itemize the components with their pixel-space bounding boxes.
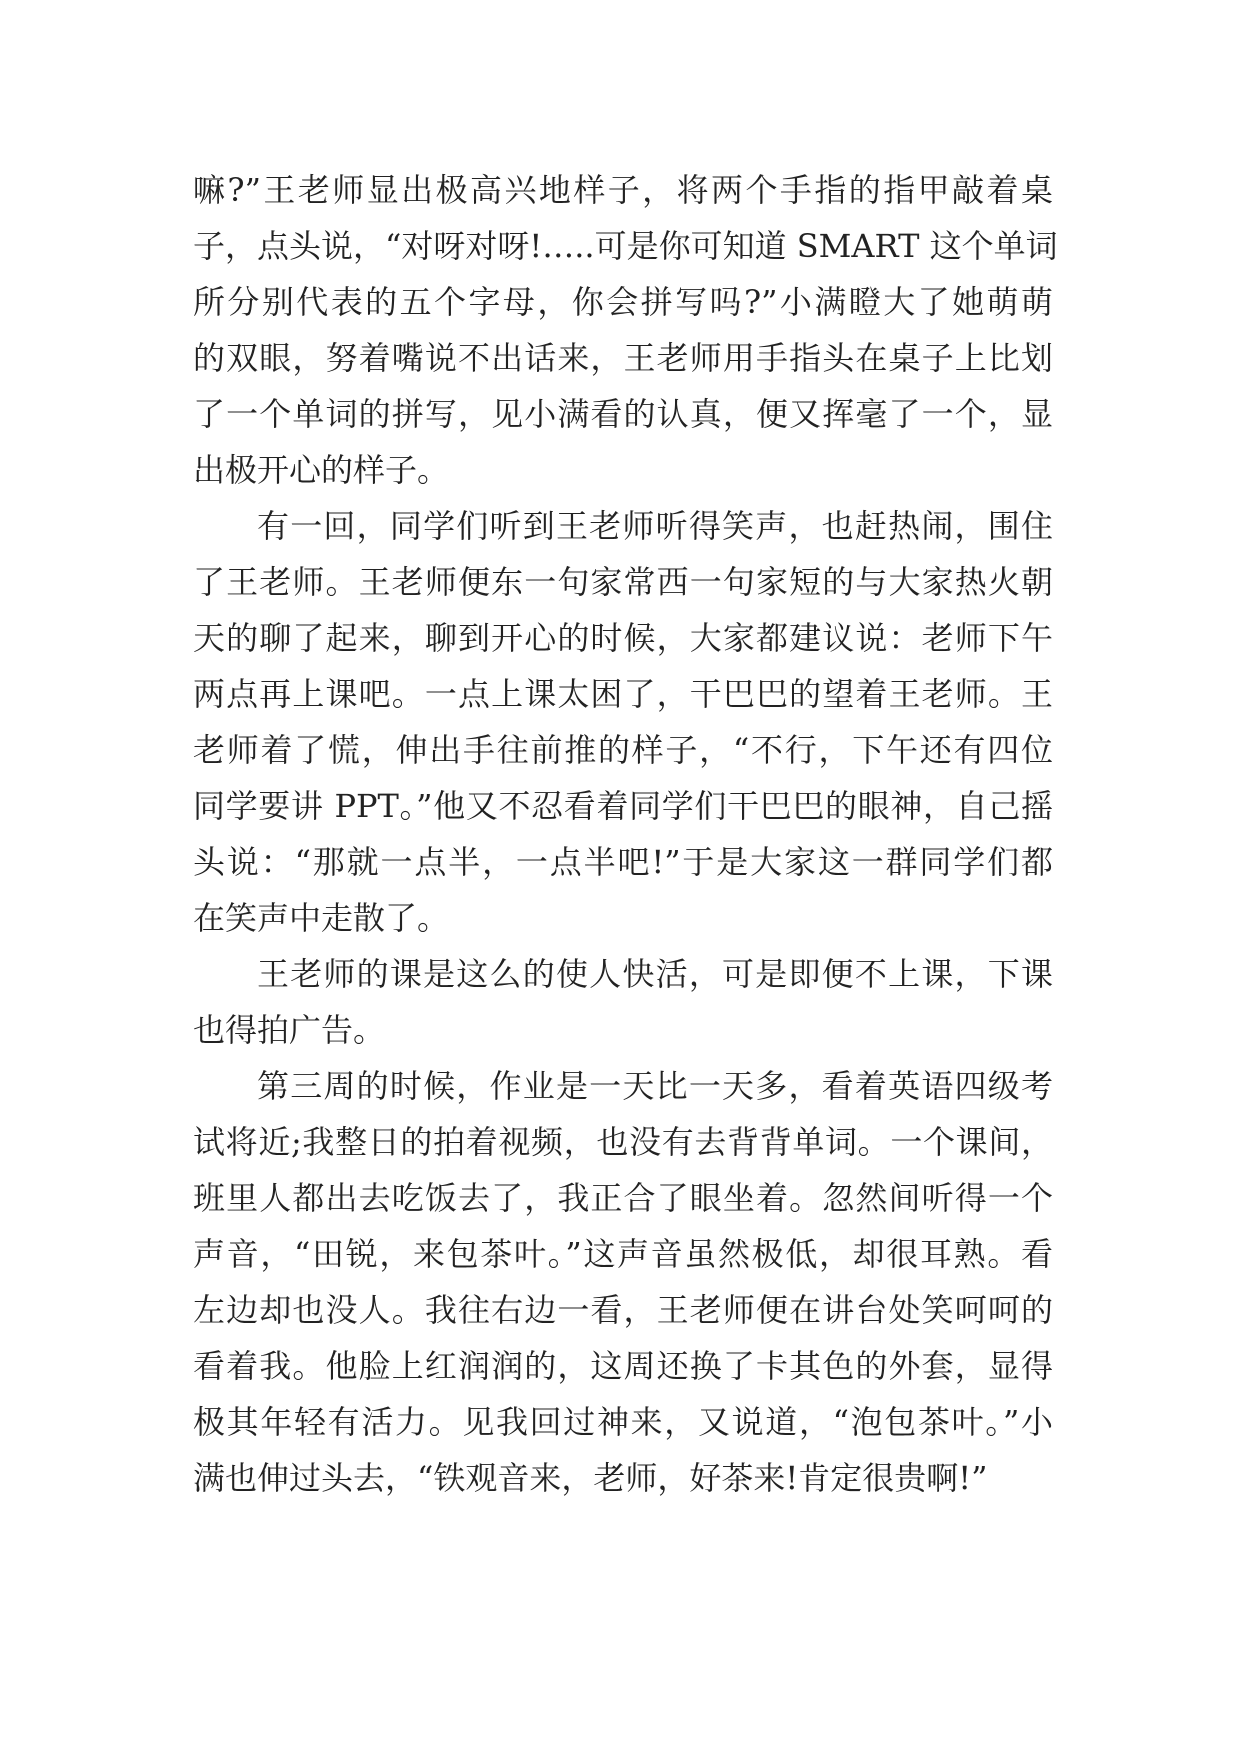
paragraph-1: [193, 162, 1058, 498]
text-line: 班里人都出去吃饭去了，我正合了眼坐着。忽然间听得一个: [193, 1179, 1053, 1217]
text-line: 出极开心的样子。: [193, 451, 450, 489]
text-line: 声音，“田锐，来包茶叶。”这声音虽然极低，却很耳熟。看: [193, 1235, 1053, 1273]
text-line: 天的聊了起来，聊到开心的时候，大家都建议说：老师下午: [193, 619, 1053, 657]
paragraph-4: [193, 1058, 1053, 1506]
body-text: [193, 162, 1058, 1506]
text-line: 王老师的课是这么的使人快活，可是即便不上课，下课: [257, 955, 1053, 993]
text-line: 左边却也没人。我往右边一看，王老师便在讲台处笑呵呵的: [193, 1291, 1053, 1329]
text-line: 子，点头说，“对呀对呀!…..可是你可知道 SMART 这个单词: [193, 227, 1058, 265]
text-line: 看着我。他脸上红润润的，这周还换了卡其色的外套，显得: [193, 1347, 1053, 1385]
text-line: 头说：“那就一点半，一点半吧!”于是大家这一群同学们都: [193, 843, 1053, 881]
paragraph-3: [193, 946, 1053, 1058]
text-line: 的双眼，努着嘴说不出话来，王老师用手指头在桌子上比划: [193, 339, 1053, 377]
text-line: 在笑声中走散了。: [193, 899, 450, 937]
text-line: 两点再上课吧。一点上课太困了，干巴巴的望着王老师。王: [193, 675, 1053, 713]
text-line: 所分别代表的五个字母，你会拼写吗?”小满瞪大了她萌萌: [193, 283, 1053, 321]
text-line: 第三周的时候，作业是一天比一天多，看着英语四级考: [257, 1067, 1053, 1105]
text-line: 也得拍广告。: [193, 1011, 386, 1049]
text-line: 了王老师。王老师便东一句家常西一句家短的与大家热火朝: [193, 563, 1053, 601]
text-line: 老师着了慌，伸出手往前推的样子，“不行，下午还有四位: [193, 731, 1053, 769]
text-line: 有一回，同学们听到王老师听得笑声，也赶热闹，围住: [257, 507, 1053, 545]
text-line: 极其年轻有活力。见我回过神来，又说道，“泡包茶叶。”小: [193, 1403, 1053, 1441]
paragraph-2: [193, 498, 1053, 946]
text-line: 同学要讲 PPT。”他又不忍看着同学们干巴巴的眼神，自己摇: [193, 787, 1053, 825]
text-line: 满也伸过头去，“铁观音来，老师，好茶来!肯定很贵啊!”: [193, 1459, 988, 1497]
text-line: 了一个单词的拼写，见小满看的认真，便又挥毫了一个，显: [193, 395, 1053, 433]
text-line: 嘛?”王老师显出极高兴地样子，将两个手指的指甲敲着桌: [193, 171, 1053, 209]
text-line: 试将近;我整日的拍着视频，也没有去背背单词。一个课间，: [193, 1123, 1053, 1161]
